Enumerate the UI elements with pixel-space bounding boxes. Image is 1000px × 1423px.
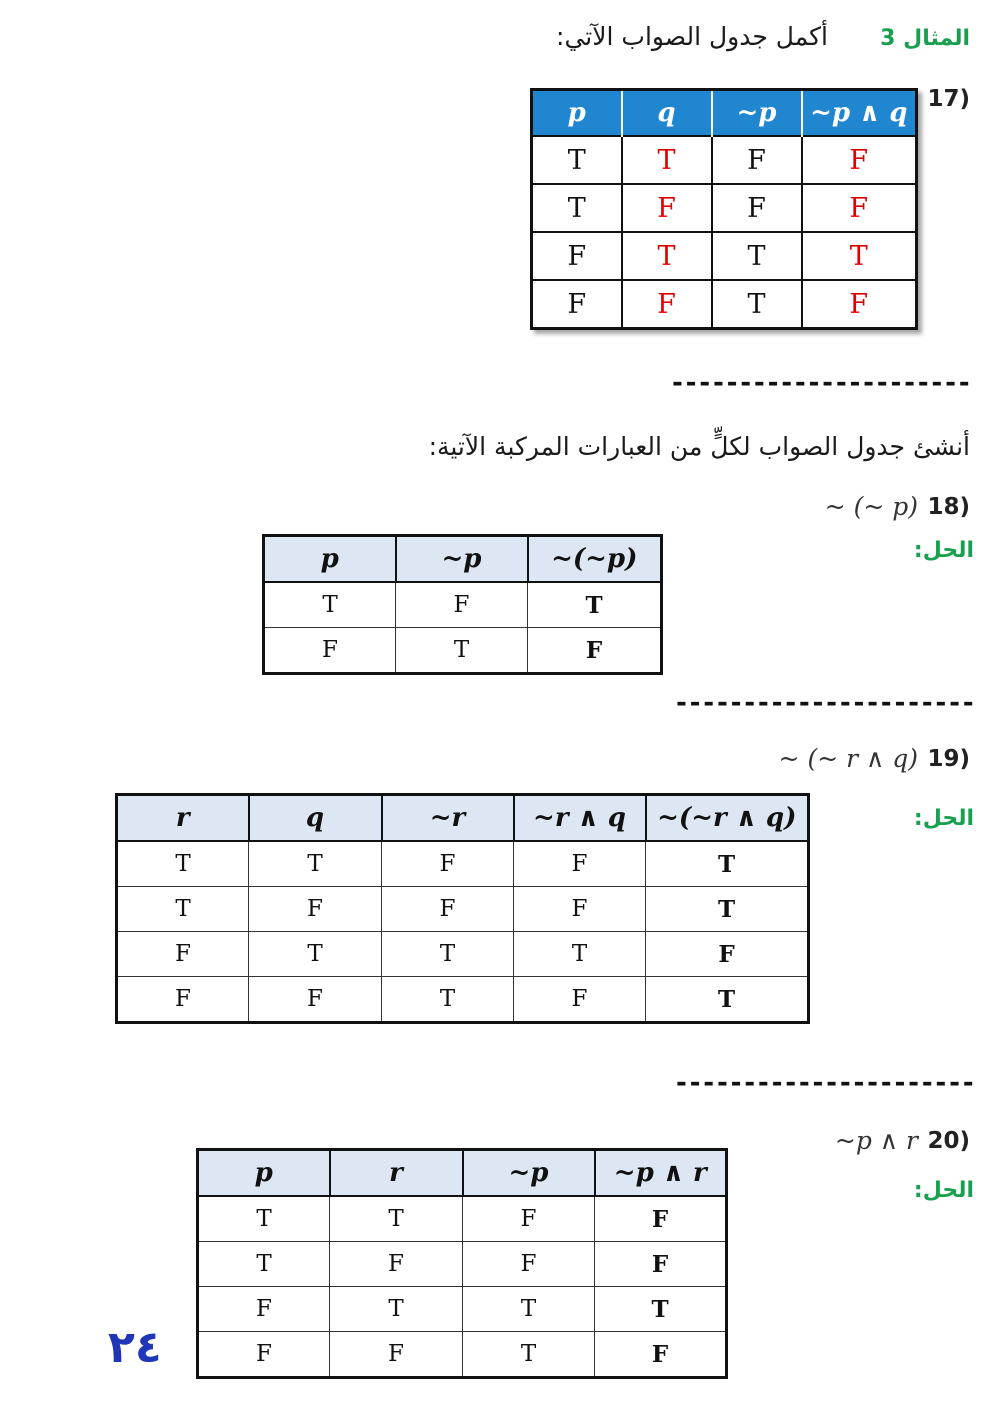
expression: ~p ∧ r [834, 1126, 918, 1155]
column-header: p [532, 90, 622, 137]
example-label: المثال 3 [880, 26, 970, 51]
column-header: q [249, 795, 382, 842]
table-cell: T [532, 136, 622, 184]
table-cell: F [463, 1242, 595, 1287]
column-header: ~p [712, 90, 802, 137]
result-cell: T [646, 887, 809, 932]
table-cell: F [330, 1332, 463, 1378]
table-cell: F [264, 628, 396, 674]
column-header: p [198, 1150, 330, 1197]
table-row [198, 1196, 727, 1242]
table-cell: T [198, 1196, 330, 1242]
answer-cell: F [802, 136, 917, 184]
table-cell: F [396, 582, 528, 628]
question-number: (18 [927, 494, 970, 520]
table-cell: T [198, 1242, 330, 1287]
table-cell: T [117, 841, 249, 887]
table-row [532, 136, 917, 184]
column-header: q [622, 90, 712, 137]
answer-cell: T [622, 232, 712, 280]
result-cell: T [646, 977, 809, 1023]
answer-cell: T [802, 232, 917, 280]
result-cell: T [595, 1287, 727, 1332]
table-cell: T [463, 1332, 595, 1378]
table-cell: F [198, 1332, 330, 1378]
column-header: p [264, 536, 396, 583]
answer-cell: T [622, 136, 712, 184]
table-cell: F [712, 136, 802, 184]
table-row [198, 1287, 727, 1332]
table-cell: F [330, 1242, 463, 1287]
table-cell: F [249, 887, 382, 932]
table-cell: T [532, 184, 622, 232]
result-cell: F [595, 1332, 727, 1378]
table-cell: F [532, 280, 622, 329]
table-row [264, 628, 662, 674]
table-cell: T [249, 932, 382, 977]
truth-table-18 [262, 534, 663, 675]
column-header: ~(~r ∧ q) [646, 795, 809, 842]
table-row [117, 977, 809, 1023]
table-cell: T [382, 932, 514, 977]
table-row [117, 887, 809, 932]
table-cell: F [249, 977, 382, 1023]
page-number: ٢٤ [108, 1322, 162, 1373]
result-cell: T [646, 841, 809, 887]
column-header: r [330, 1150, 463, 1197]
table-cell: T [514, 932, 646, 977]
instruction-text: أكمل جدول الصواب الآتي: [556, 22, 828, 51]
table-cell: F [514, 887, 646, 932]
solution-label: الحل: [913, 1178, 974, 1203]
table-cell: T [330, 1196, 463, 1242]
table-cell: F [712, 184, 802, 232]
table-cell: F [382, 841, 514, 887]
question-number: (17 [927, 86, 970, 112]
answer-cell: F [622, 184, 712, 232]
answer-cell: F [802, 184, 917, 232]
result-cell: F [595, 1242, 727, 1287]
dashed-separator: ---------------------- [673, 1068, 974, 1098]
table-cell: F [117, 932, 249, 977]
expression: ~ (~ r ∧ q) [778, 744, 918, 773]
result-cell: T [528, 582, 662, 628]
column-header: ~(~p) [528, 536, 662, 583]
table-cell: T [463, 1287, 595, 1332]
table-row [264, 582, 662, 628]
table-cell: T [264, 582, 396, 628]
table-cell: F [532, 232, 622, 280]
column-header: ~p ∧ r [595, 1150, 727, 1197]
column-header: ~p ∧ q [802, 90, 917, 137]
column-header: r [117, 795, 249, 842]
solution-label: الحل: [913, 806, 974, 831]
column-header: ~p [463, 1150, 595, 1197]
table-row [532, 232, 917, 280]
result-cell: F [646, 932, 809, 977]
table-cell: T [712, 232, 802, 280]
answer-cell: F [802, 280, 917, 329]
question-number: (19 [927, 746, 970, 772]
table-row [117, 841, 809, 887]
table-cell: F [514, 977, 646, 1023]
table-cell: T [330, 1287, 463, 1332]
truth-table-17 [530, 88, 918, 330]
table-cell: T [249, 841, 382, 887]
column-header: ~r [382, 795, 514, 842]
table-cell: T [396, 628, 528, 674]
answer-cell: F [622, 280, 712, 329]
table-cell: T [117, 887, 249, 932]
truth-table-20 [196, 1148, 728, 1379]
column-header: ~p [396, 536, 528, 583]
section-instruction: أنشئ جدول الصواب لكلٍّ من العبارات المركبة الآتية: [428, 432, 970, 461]
table-row [198, 1242, 727, 1287]
table-cell: T [382, 977, 514, 1023]
table-row [532, 184, 917, 232]
dashed-separator: ---------------------- [669, 368, 970, 398]
table-cell: F [198, 1287, 330, 1332]
table-cell: F [463, 1196, 595, 1242]
result-cell: F [528, 628, 662, 674]
table-cell: F [117, 977, 249, 1023]
table-cell: F [382, 887, 514, 932]
dashed-separator: ---------------------- [673, 688, 974, 718]
table-row [117, 932, 809, 977]
question-number: (20 [927, 1128, 970, 1154]
table-cell: F [514, 841, 646, 887]
result-cell: F [595, 1196, 727, 1242]
expression: ~ (~ p) [824, 492, 918, 521]
column-header: ~r ∧ q [514, 795, 646, 842]
table-row [532, 280, 917, 329]
table-cell: T [712, 280, 802, 329]
table-row [198, 1332, 727, 1378]
truth-table-19 [115, 793, 810, 1024]
solution-label: الحل: [913, 538, 974, 563]
